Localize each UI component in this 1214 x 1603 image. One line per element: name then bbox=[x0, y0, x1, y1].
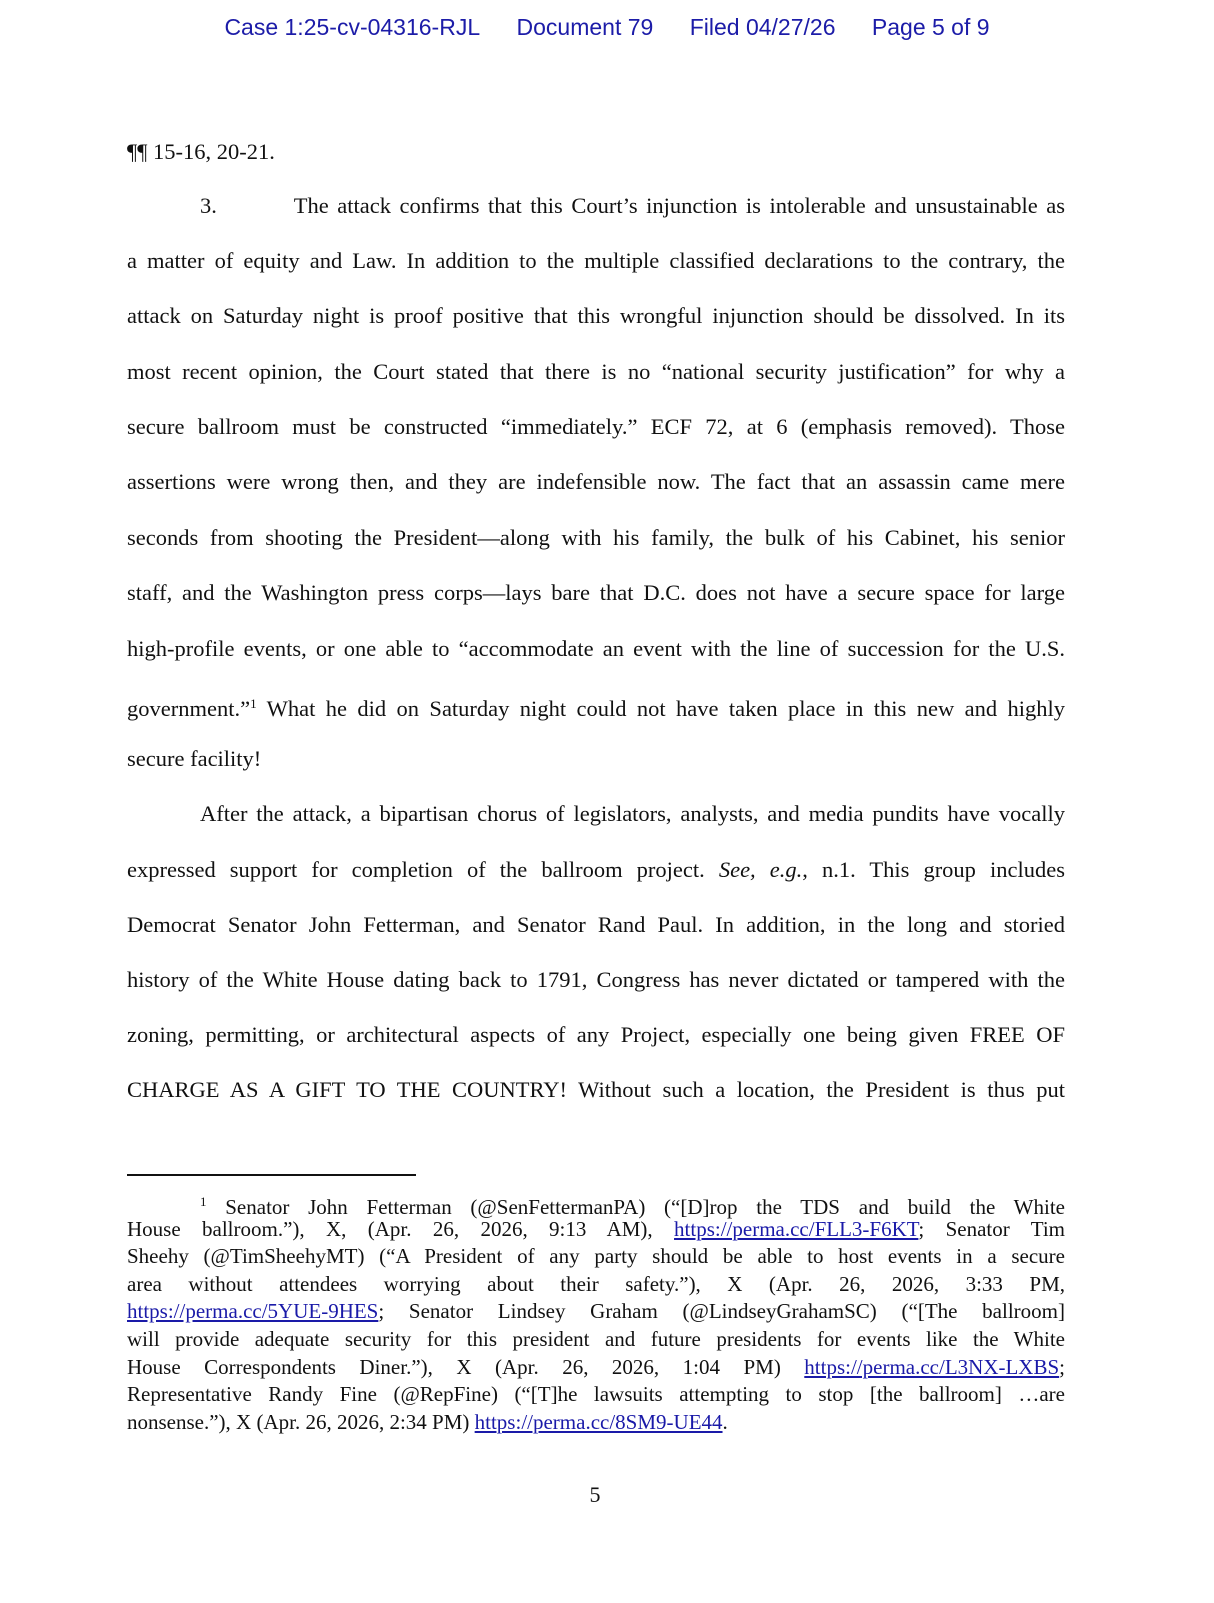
body-line bbox=[127, 246, 1065, 276]
text-segment: CHARGE AS A GIFT TO THE COUNTRY! Without such a location, the President is thus put bbox=[127, 1077, 1065, 1102]
footnote-line bbox=[127, 1354, 1065, 1381]
body-line bbox=[127, 1020, 1065, 1050]
case-number: Case 1:25-cv-04316-RJL bbox=[224, 14, 481, 40]
text-segment: will provide adequate security for this president and future presidents for events like the White bbox=[127, 1327, 1065, 1351]
body-line bbox=[127, 634, 1065, 664]
body-line bbox=[127, 855, 1065, 885]
body-line bbox=[127, 191, 1065, 221]
document-number: Document 79 bbox=[516, 14, 654, 40]
body-line bbox=[127, 689, 1065, 724]
body-line bbox=[127, 799, 1065, 829]
text-segment: ; Senator Tim bbox=[918, 1216, 1065, 1241]
body-line bbox=[127, 137, 1065, 167]
text-segment: Sheehy (@TimSheehyMT) (“A President of any party should be able to host events in a secure bbox=[127, 1244, 1065, 1269]
footnote-line bbox=[127, 1409, 1065, 1436]
text-segment: attack on Saturday night is proof positive that this wrongful injunction should be dissolved. In its bbox=[127, 303, 1065, 328]
text-segment: Senator John Fetterman (@SenFettermanPA) (“[D]rop the TDS and build the White bbox=[206, 1195, 1065, 1219]
body-line bbox=[127, 1075, 1065, 1105]
footnote-line bbox=[127, 1326, 1065, 1353]
body-line bbox=[127, 523, 1065, 553]
perma-link[interactable]: https://perma.cc/5YUE-9HES bbox=[127, 1299, 379, 1324]
body-line bbox=[127, 467, 1065, 497]
body-line bbox=[127, 301, 1065, 331]
footnote-line bbox=[127, 1271, 1065, 1298]
text-segment: House ballroom.”), X, (Apr. 26, 2026, 9:13 AM), bbox=[127, 1216, 675, 1241]
body-line bbox=[127, 412, 1065, 442]
footnote-reference[interactable]: 1 bbox=[250, 696, 257, 711]
text-segment: What he did on Saturday night could not have taken place in this new and highly bbox=[256, 696, 1065, 721]
page-indicator: Page 5 of 9 bbox=[871, 14, 990, 40]
body-line bbox=[127, 910, 1065, 940]
text-segment: ; Senator Lindsey Graham (@LindseyGrahamSC) (“[The ballroom] bbox=[378, 1299, 1065, 1324]
text-segment: See, e.g. bbox=[718, 857, 803, 882]
text-segment: Democrat Senator John Fetterman, and Senator Rand Paul. In addition, in the long and storied bbox=[127, 912, 1065, 937]
text-segment: secure facility! bbox=[127, 746, 262, 771]
ecf-header bbox=[0, 14, 1214, 41]
text-segment: most recent opinion, the Court stated that there is no “national security justification” for why a bbox=[127, 359, 1065, 384]
text-segment: history of the White House dating back to 1791, Congress has never dictated or tampered with the bbox=[127, 967, 1065, 992]
body-line bbox=[127, 578, 1065, 608]
text-segment: a matter of equity and Law. In addition to the multiple classified declarations to the contrary, the bbox=[127, 248, 1065, 273]
text-segment: area without attendees worrying about their safety.”), X (Apr. 26, 2026, 3:33 PM, bbox=[127, 1271, 1065, 1296]
footnote-line bbox=[127, 1381, 1065, 1408]
footnote-separator bbox=[127, 1174, 416, 1176]
text-segment: 3. The attack confirms that this Court’s injunction is intolerable and unsustainable as bbox=[200, 193, 1065, 218]
text-segment: assertions were wrong then, and they are indefensible now. The fact that an assassin came mere bbox=[127, 469, 1065, 494]
text-segment: government.” bbox=[127, 696, 251, 721]
text-segment: House Correspondents Diner.”), X (Apr. 26, 2026, 1:04 PM) bbox=[127, 1354, 805, 1379]
body-line bbox=[127, 357, 1065, 387]
text-segment: , n.1. This group includes bbox=[802, 857, 1065, 882]
text-segment: After the attack, a bipartisan chorus of legislators, analysts, and media pundits have vocally bbox=[200, 801, 1065, 826]
footnote-number: 1 bbox=[200, 1194, 207, 1209]
perma-link[interactable]: https://perma.cc/FLL3-F6KT bbox=[674, 1216, 919, 1241]
text-segment: Representative Randy Fine (@RepFine) (“[T]he lawsuits attempting to stop [the ballroom] …are bbox=[127, 1382, 1065, 1407]
perma-link[interactable]: https://perma.cc/L3NX-LXBS bbox=[804, 1354, 1060, 1379]
body-line bbox=[127, 744, 1065, 774]
page-number: 5 bbox=[589, 1482, 601, 1507]
footnote-line bbox=[127, 1298, 1065, 1325]
text-segment: ; bbox=[1059, 1354, 1065, 1379]
text-segment: expressed support for completion of the ballroom project. bbox=[127, 857, 719, 882]
filed-date: Filed 04/27/26 bbox=[689, 14, 836, 40]
body-line bbox=[127, 965, 1065, 995]
text-segment: nonsense.”), X (Apr. 26, 2026, 2:34 PM) bbox=[127, 1409, 475, 1434]
text-segment: high-profile events, or one able to “accommodate an event with the line of succession for the U.S. bbox=[127, 636, 1065, 661]
text-segment: seconds from shooting the President—along with his family, the bulk of his Cabinet, his senior bbox=[127, 525, 1065, 550]
footnote-line bbox=[127, 1216, 1065, 1243]
text-segment: staff, and the Washington press corps—lays bare that D.C. does not have a secure space for large bbox=[127, 580, 1065, 605]
text-segment: secure ballroom must be constructed “immediately.” ECF 72, at 6 (emphasis removed). Those bbox=[127, 414, 1065, 439]
text-segment: zoning, permitting, or architectural aspects of any Project, especially one being given FREE OF bbox=[127, 1022, 1065, 1047]
perma-link[interactable]: https://perma.cc/8SM9-UE44 bbox=[474, 1409, 723, 1434]
text-segment: . bbox=[722, 1409, 728, 1434]
text-segment: ¶¶ 15-16, 20-21. bbox=[127, 139, 275, 164]
footnote-line bbox=[127, 1243, 1065, 1270]
